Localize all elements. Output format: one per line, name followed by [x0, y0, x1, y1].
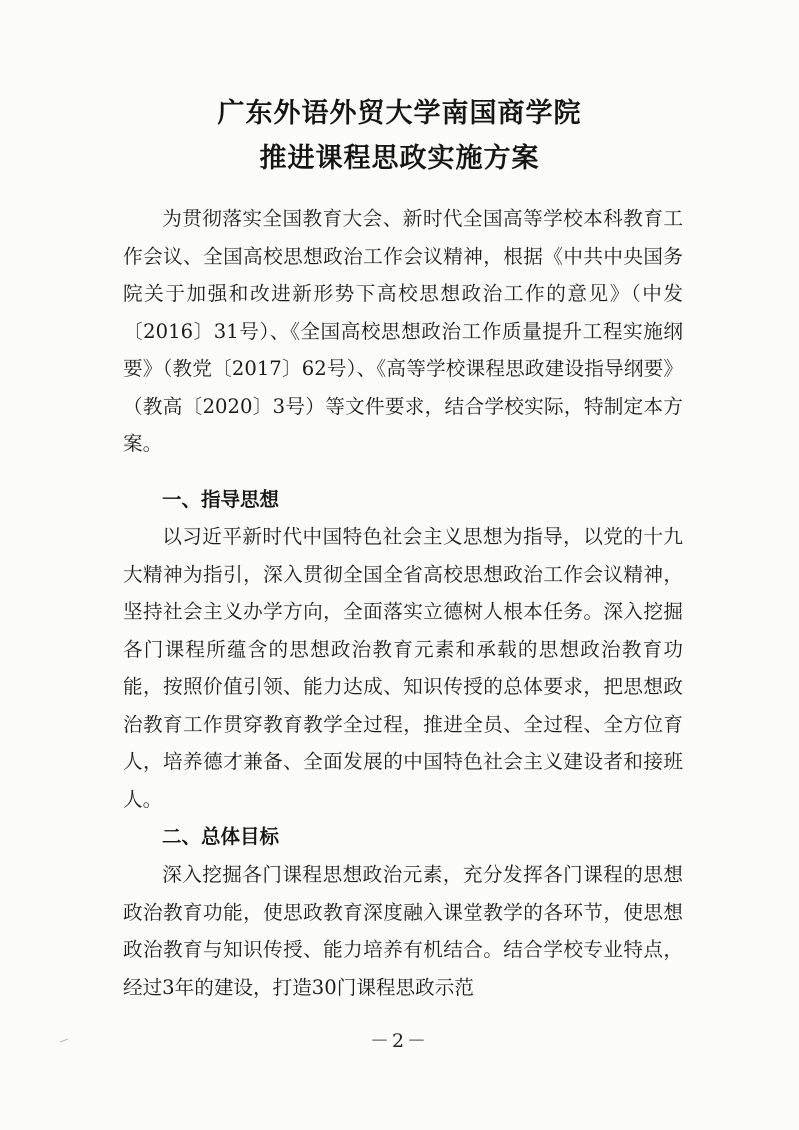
intro-block [123, 200, 683, 463]
section-paragraph-overall-goals: 深入挖掘各门课程思想政治元素，充分发挥各门课程的思想政治教育功能，使思政教育深度融入课堂教学的各环节，使思想政治教育与知识传授、能力培养有机结合。结合学校专业特点，经过3年的建设，打造30门课程思政示范 [123, 863, 683, 999]
document-title-line-2: 推进课程思政实施方案 [259, 143, 540, 174]
section-1-heading-block [123, 481, 683, 519]
section-1-body-block [123, 518, 683, 818]
section-heading-guiding-ideology: 一、指导思想 [162, 488, 280, 511]
section-2-heading-block [123, 818, 683, 856]
intro-paragraph: 为贯彻落实全国教育大会、新时代全国高等学校本科教育工作会议、全国高校思想政治工作会议精神，根据《中共中央国务院关于加强和改进新形势下高校思想政治工作的意见》（中发〔2016〕31号）、《全国高校思想政治工作质量提升工程实施纲要》（教党〔2017〕62号）、《高等学校课程思政建设指导纲要》（教高〔2020〕3号）等文件要求，结合学校实际，特制定本方案。 [123, 207, 683, 455]
document-title-line-1: 广东外语外贸大学南国商学院 [217, 98, 582, 129]
section-heading-overall-goals: 二、总体目标 [162, 825, 280, 848]
section-2-body-block [123, 856, 683, 1006]
page-number: －2－ [369, 1030, 430, 1052]
section-paragraph-guiding-ideology: 以习近平新时代中国特色社会主义思想为指导，以党的十九大精神为指引，深入贯彻全国全省高校思想政治工作会议精神，坚持社会主义办学方向，全面落实立德树人根本任务。深入挖掘各门课程所蕴含的思想政治教育元素和承载的思想政治教育功能，按照价值引领、能力达成、知识传授的总体要求，把思想政治教育工作贯穿教育教学全过程，推进全员、全过程、全方位育人，培养德才兼备、全面发展的中国特色社会主义建设者和接班人。 [123, 525, 683, 811]
